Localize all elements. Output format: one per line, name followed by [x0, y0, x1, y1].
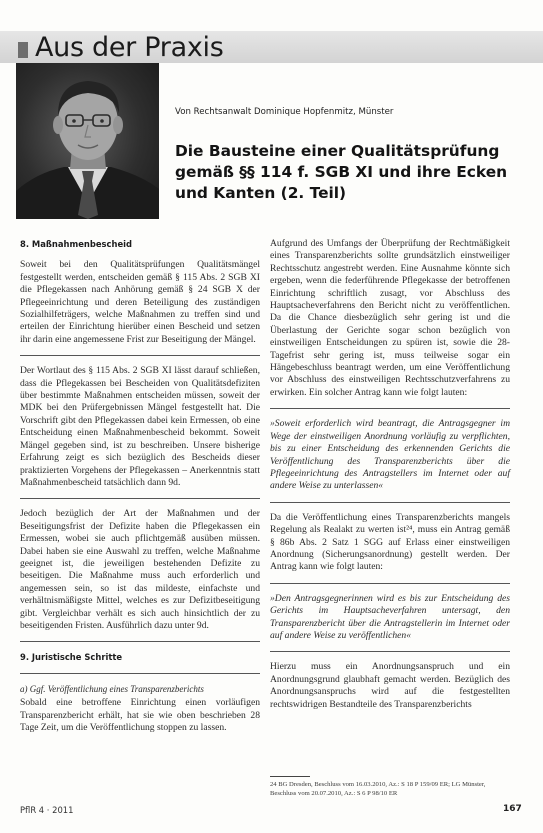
paragraph: Der Wortlaut des § 115 Abs. 2 SGB XI lässt darauf schließen, dass die Pflegekassen bei Bescheiden von Qualitätsdefiziten über bestimmte Maßnahmen entscheiden müssen, soweit der MDK bei den Prüfergebnissen Mängel festgestellt hat. Die Vorschrift gibt den Pflegekassen dabei kein Ermessen, ob eine Entscheidung einen Maßnahmenbescheid bekommt. Soweit Mängel gegeben sind, ist zu beschreiben. Unsere bisherige Erfahrung zeigt es sich bezüglich des Bescheids dieser praktizierten Vorgehens der Pflegekassen – Anerkenntnis statt Maßnahmenbescheid tatsächlich dann 9d. — [20, 365, 260, 488]
article-title-line: Die Bausteine einer Qualitätsprüfung — [175, 142, 500, 160]
quoted-motion: »Den Antragsgegnerinnen wird es bis zur Entscheidung des Gerichts im Hauptsacheverfahren untersagt, den Transparenzbericht über die Antragstellerin im Internet oder auf andere Weise zu veröffentlichen« — [270, 592, 510, 641]
section-heading-8: 8. Maßnahmenbescheid — [20, 239, 133, 249]
divider — [20, 641, 260, 642]
paragraph: Jedoch bezüglich der Art der Maßnahmen und der Beseitigungsfrist der Defizite haben die Pflegekassen ein Ermessen, wobei sie auch pflichtgemäß ausüben müssen. Dabei haben sie eine Auswahl zu treffen, welche Maßnahme geeignet ist, die jeweiligen bestehenden Defizite zu beseitigen. Die Maßnahme muss auch erforderlich und angemessen sein, so ist das mildeste, einfachste und verhältnismäßigste Mittel, welches es zur Defizitbeseitigung gibt. Vergleichbar verhält es sich auch hinsichtlich der zu beseitigenden Fristen. Ausführlich dazu unter 9d. — [20, 508, 260, 631]
paragraph: Da die Veröffentlichung eines Transparenzberichts mangels Regelung als Realakt zu werten ist²⁴, muss ein Antrag gemäß § 86b Abs. 2 Satz 1 SGG auf Erlass einer einstweiligen Anordnung (Sicherungsanordnung) gestellt werden. Der Antrag kann wie folgt lauten: — [270, 511, 510, 573]
section-header-marker — [18, 42, 28, 58]
divider — [20, 498, 260, 499]
divider — [270, 583, 510, 584]
paragraph: Sobald eine betroffene Einrichtung einen vorläufigen Transparenzbericht erhält, hat sie wie oben beschrieben 28 Tage Zeit, um die Veröffentlichung stoppen zu lassen. — [20, 697, 260, 733]
author-portrait-image — [16, 63, 159, 219]
quoted-motion: »Soweit erforderlich wird beantragt, die Antragsgegner im Wege der einstweiligen Anordnung vorläufig zu verpflichten, bis zu einer Entscheidung des erkennenden Gerichts die Veröffentlichung des Transparenzberichts über die Pflegeeinrichtung des Antragstellers im Internet oder auf andere Weise zu unterlassen« — [270, 418, 510, 492]
divider — [20, 673, 260, 674]
footnote-divider — [270, 776, 310, 777]
author-photo — [16, 63, 159, 219]
paragraph: Soweit bei den Qualitätsprüfungen Qualitätsmängel festgestellt werden, entscheiden gemäß § 115 Abs. 2 SGB XI die Pflegekassen nach Anhörung gemäß § 24 SGB X der Pflegeeinrichtung und deren Beteiligung des zuständigen Sozialhilfeträgers, welche Maßnahmen zu treffen sind und erteilen der Einrichtung hierüber einen Bescheid und setzen ihr darin eine angemessene Frist zur Beseitigung der Mängel. — [20, 259, 260, 345]
author-byline: Von Rechtsanwalt Dominique Hopfenmitz, Münster — [175, 107, 394, 117]
subsection-heading-a: a) Ggf. Veröffentlichung eines Transparenzberichts — [20, 683, 204, 694]
section-heading-9: 9. Juristische Schritte — [20, 652, 123, 663]
paragraph: Hierzu muss ein Anordnungsanspruch und ein Anordnungsgrund glaubhaft gemacht werden. Bezüglich des Anordnungsanspruchs wird auf die festgestellten rechtswidrigen Bestandteile des Transparenzberichts — [270, 661, 510, 710]
divider — [270, 651, 510, 652]
footnote: 24 BG Dresden, Beschluss vom 16.03.2010, Az.: S 18 P 159/09 ER; LG Münster, Beschluss vom 20.07.2010, Az.: S 6 P 98/10 ER — [270, 781, 486, 797]
section-title: Aus der Praxis — [35, 32, 224, 63]
left-column — [20, 238, 260, 743]
divider — [270, 502, 510, 503]
right-column — [270, 238, 510, 720]
article-title — [175, 141, 525, 204]
divider — [270, 408, 510, 409]
journal-issue: PflR 4 · 2011 — [20, 805, 74, 815]
article-title-line: und Kanten (2. Teil) — [175, 184, 347, 202]
article-title-line: gemäß §§ 114 f. SGB XI und ihre Ecken — [175, 163, 508, 181]
paragraph: Aufgrund des Umfangs der Überprüfung der Rechtmäßigkeit eines Transparenzberichts sollte grundsätzlich einstweiliger Rechtsschutz angestrebt werden. Eine Ausnahme könnte sich ergeben, wenn die federführende Pflegekasse der betroffenen Einrichtung schriftlich zusagt, vor Abschluss des Hauptsacheverfahrens den Bericht nicht zu veröffentlichen. Da die Chance diesbezüglich sehr gering ist und die Überlastung der Gerichte sogar schon bezüglich von einstweiligen Entscheidungen zu spüren ist, sowie die 28-Tagefrist sehr gering ist, muss teilweise sogar ein Hängebeschluss beantragt werden, um eine Veröffentlichung vor Abschluss des einstweiligen Rechtsschutzverfahrens zu erwirken. Ein solcher Antrag kann wie folgt lauten: — [270, 238, 510, 398]
divider — [20, 355, 260, 356]
page-number: 167 — [503, 804, 522, 814]
